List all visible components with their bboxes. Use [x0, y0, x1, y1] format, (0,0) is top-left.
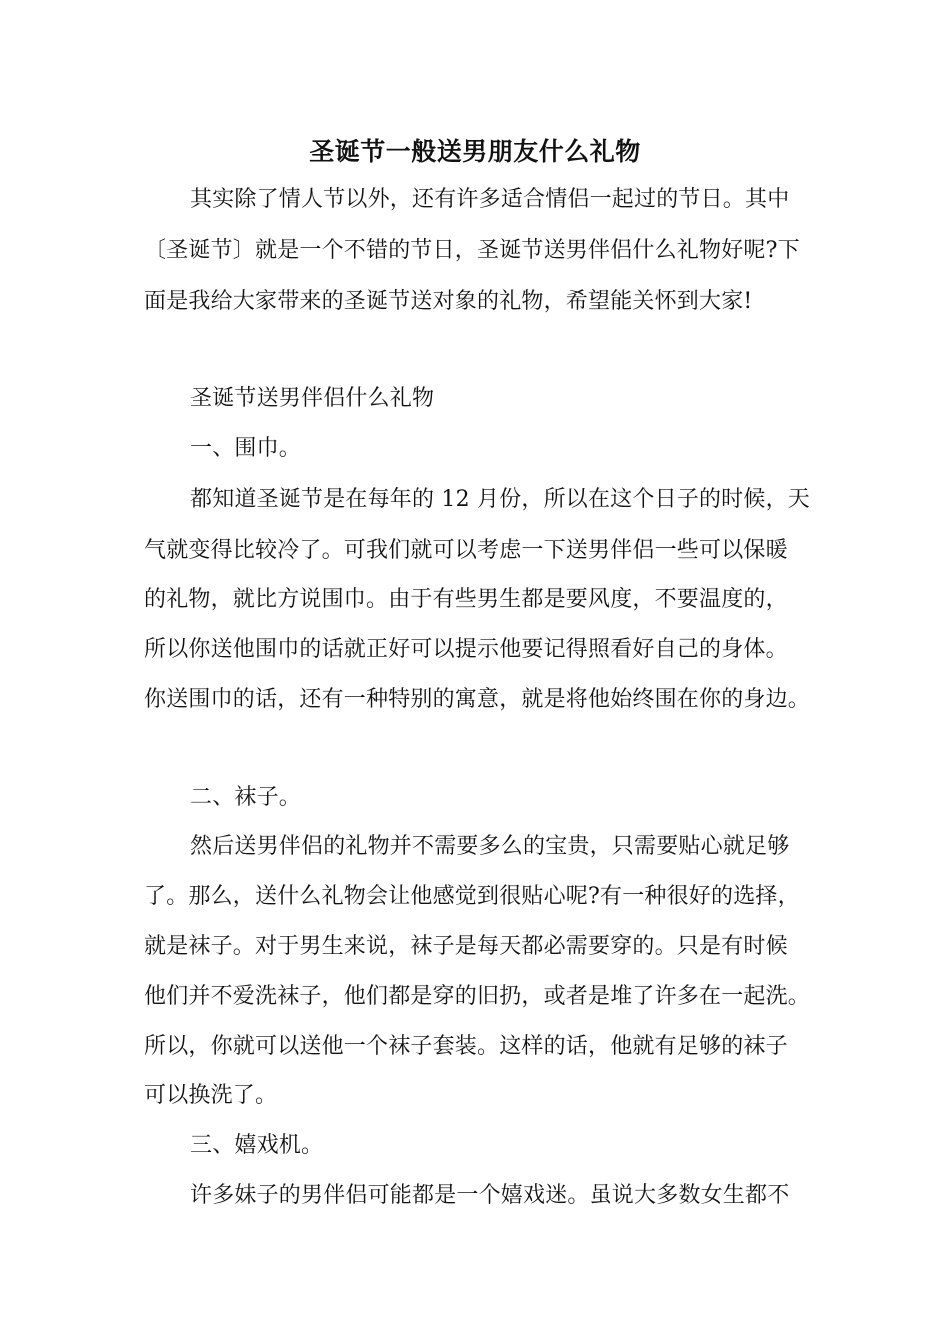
item2-heading: 二、袜子。 [190, 785, 302, 810]
item1-heading: 一、围巾。 [190, 436, 302, 461]
document-title: 圣诞节一般送男朋友什么礼物 [309, 137, 641, 166]
item2-line: 他们并不爱洗袜子，他们都是穿的旧扔，或者是堆了许多在一起洗。 [144, 984, 811, 1009]
item2-line: 可以换洗了。 [144, 1083, 278, 1108]
item2-line: 了。那么，送什么礼物会让他感觉到很贴心呢?有一种很好的选择， [144, 884, 800, 909]
item1-line: 你送围巾的话，还有一种特别的寓意，就是将他始终围在你的身边。 [144, 687, 811, 712]
item3-line: 许多妹子的男伴侣可能都是一个嬉戏迷。虽说大多数女生都不 [190, 1183, 790, 1208]
item1-line: 气就变得比较冷了。可我们就可以考虑一下送男伴侣一些可以保暖 [144, 538, 788, 563]
item3-heading: 三、嬉戏机。 [190, 1133, 324, 1158]
section-heading: 圣诞节送男伴侣什么礼物 [190, 386, 435, 411]
item1-line: 的礼物，就比方说围巾。由于有些男生都是要风度，不要温度的， [144, 587, 788, 612]
item1-line: 所以你送他围巾的话就正好可以提示他要记得照看好自己的身体。 [144, 637, 788, 662]
intro-line-3: 面是我给大家带来的圣诞节送对象的礼物，希望能关怀到大家! [144, 289, 753, 314]
intro-line-2: 〔圣诞节〕就是一个不错的节日，圣诞节送男伴侣什么礼物好呢?下 [144, 238, 800, 263]
item1-line: 都知道圣诞节是在每年的 12 月份，所以在这个日子的时候，天 [190, 487, 810, 512]
item2-line: 然后送男伴侣的礼物并不需要多么的宝贵，只需要贴心就足够 [190, 834, 790, 859]
item2-line: 就是袜子。对于男生来说，袜子是每天都必需要穿的。只是有时候 [144, 934, 788, 959]
intro-line-1: 其实除了情人节以外，还有许多适合情侣一起过的节日。其中 [190, 187, 790, 212]
item2-line: 所以，你就可以送他一个袜子套装。这样的话，他就有足够的袜子 [144, 1034, 788, 1059]
